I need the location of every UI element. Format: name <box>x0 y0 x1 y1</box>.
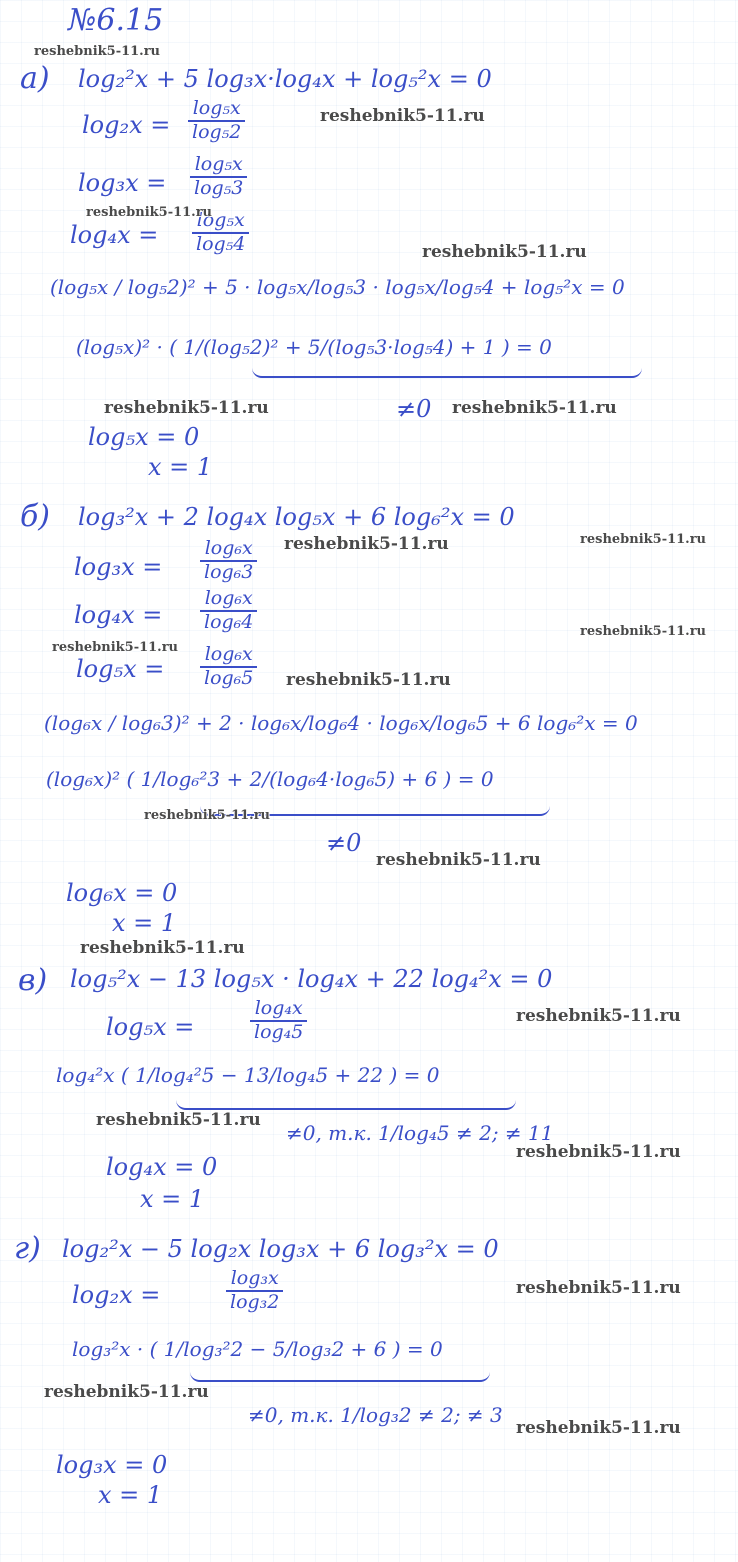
part-a-substitution: (log₅x / log₅2)² + 5 · log₅x/log₅3 · log₅x/log₅4 + log₅²x = 0 <box>50 275 625 299</box>
watermark: reshebnik5-11.ru <box>104 398 269 418</box>
watermark: reshebnik5-11.ru <box>516 1278 681 1298</box>
part-b-sub3-left: log₅x = <box>76 655 165 683</box>
part-b-sub3-fraction <box>200 644 257 690</box>
part-g-sub1-num: log₃x <box>226 1268 283 1292</box>
part-b-solution-x: x = 1 <box>112 909 177 937</box>
part-g-sub1-left: log₂x = <box>72 1281 161 1309</box>
part-v-sub1-fraction <box>250 998 307 1044</box>
part-b-sub2-left: log₄x = <box>74 601 163 629</box>
watermark: reshebnik5-11.ru <box>376 850 541 870</box>
part-g-label: г) <box>14 1231 41 1266</box>
watermark: reshebnik5-11.ru <box>320 106 485 126</box>
watermark: reshebnik5-11.ru <box>80 938 245 958</box>
part-g-sub1-fraction <box>226 1268 283 1314</box>
part-a-note: ≠0 <box>396 395 432 423</box>
part-a-sub1-left: log₂x = <box>82 111 171 139</box>
part-a-sub3-den: log₅4 <box>196 232 246 255</box>
part-b-sub1-fraction <box>200 538 257 584</box>
part-b-sub3-den: log₆5 <box>204 666 254 689</box>
part-b-label: б) <box>20 499 51 534</box>
watermark: reshebnik5-11.ru <box>284 534 449 554</box>
part-g-underbrace <box>190 1372 490 1382</box>
watermark: reshebnik5-11.ru <box>516 1006 681 1026</box>
part-a-sub2-fraction <box>190 154 247 200</box>
part-a-sub2-num: log₅x <box>190 154 247 178</box>
part-b-sub1-den: log₆3 <box>204 560 254 583</box>
watermark: reshebnik5-11.ru <box>516 1142 681 1162</box>
part-b-solution-log: log₆x = 0 <box>66 879 178 907</box>
part-g-solution-x: x = 1 <box>98 1481 163 1509</box>
part-a-underbrace <box>252 368 642 378</box>
part-b-substitution: (log₆x / log₆3)² + 2 · log₆x/log₆4 · log₆x/log₆5 + 6 log₆²x = 0 <box>44 711 638 735</box>
part-v-label: в) <box>18 963 48 998</box>
part-b-equation: log₃²x + 2 log₄x log₅x + 6 log₆²x = 0 <box>78 503 515 531</box>
part-a-sub2-den: log₅3 <box>194 176 244 199</box>
part-b-sub1-left: log₃x = <box>74 553 163 581</box>
part-v-equation: log₅²x − 13 log₅x · log₄x + 22 log₄²x = 0 <box>70 965 553 993</box>
part-b-sub3-num: log₆x <box>200 644 257 668</box>
watermark: reshebnik5-11.ru <box>96 1110 261 1130</box>
part-v-sub1-left: log₅x = <box>106 1013 195 1041</box>
part-a-sub2-left: log₃x = <box>78 169 167 197</box>
part-g-factored: log₃²x · ( 1/log₃²2 − 5/log₃2 + 6 ) = 0 <box>72 1337 443 1361</box>
part-a-equation: log₂²x + 5 log₃x·log₄x + log₅²x = 0 <box>78 65 492 93</box>
part-g-note: ≠0, т.к. 1/log₃2 ≠ 2; ≠ 3 <box>248 1403 503 1427</box>
part-a-factored: (log₅x)² · ( 1/(log₅2)² + 5/(log₅3·log₅4) + 1 ) = 0 <box>76 335 552 359</box>
part-b-factored: (log₆x)² ( 1/log₆²3 + 2/(log₆4·log₆5) + 6 ) = 0 <box>46 767 494 791</box>
watermark: reshebnik5-11.ru <box>44 1382 209 1402</box>
part-a-solution-log: log₅x = 0 <box>88 423 200 451</box>
watermark: reshebnik5-11.ru <box>52 640 179 655</box>
part-g-sub1-den: log₃2 <box>230 1290 280 1313</box>
part-g-equation: log₂²x − 5 log₂x log₃x + 6 log₃²x = 0 <box>62 1235 499 1263</box>
part-v-solution-log: log₄x = 0 <box>106 1153 218 1181</box>
part-v-factored: log₄²x ( 1/log₄²5 − 13/log₄5 + 22 ) = 0 <box>56 1063 440 1087</box>
problem-number: №6.15 <box>68 3 164 38</box>
part-b-sub2-den: log₆4 <box>204 610 254 633</box>
part-b-note: ≠0 <box>326 829 362 857</box>
watermark: reshebnik5-11.ru <box>580 624 707 639</box>
watermark: reshebnik5-11.ru <box>452 398 617 418</box>
part-v-sub1-den: log₄5 <box>254 1020 304 1043</box>
part-a-sub3-num: log₅x <box>192 210 249 234</box>
part-a-sub3-left: log₄x = <box>70 221 159 249</box>
part-b-sub1-num: log₆x <box>200 538 257 562</box>
part-v-sub1-num: log₄x <box>250 998 307 1022</box>
part-a-label: а) <box>20 61 50 96</box>
part-a-solution-x: x = 1 <box>148 453 213 481</box>
part-a-sub1-fraction <box>188 98 245 144</box>
watermark: reshebnik5-11.ru <box>144 808 271 823</box>
watermark: reshebnik5-11.ru <box>516 1418 681 1438</box>
part-a-sub1-num: log₅x <box>188 98 245 122</box>
watermark: reshebnik5-11.ru <box>580 532 707 547</box>
part-b-sub2-num: log₆x <box>200 588 257 612</box>
watermark: reshebnik5-11.ru <box>34 44 161 59</box>
part-v-note: ≠0, т.к. 1/log₄5 ≠ 2; ≠ 11 <box>286 1121 554 1145</box>
watermark: reshebnik5-11.ru <box>422 242 587 262</box>
watermark: reshebnik5-11.ru <box>286 670 451 690</box>
part-v-solution-x: x = 1 <box>140 1185 205 1213</box>
part-g-solution-log: log₃x = 0 <box>56 1451 168 1479</box>
part-v-underbrace <box>176 1100 516 1110</box>
part-b-sub2-fraction <box>200 588 257 634</box>
part-a-sub1-den: log₅2 <box>192 120 242 143</box>
watermark: reshebnik5-11.ru <box>86 205 213 220</box>
